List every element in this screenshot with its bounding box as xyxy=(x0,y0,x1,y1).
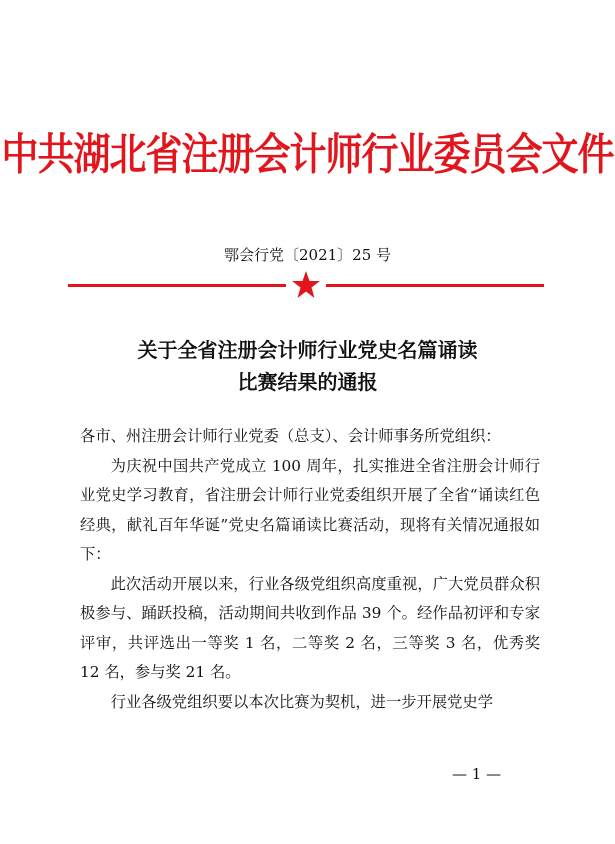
body-paragraph: 此次活动开展以来，行业各级党组织高度重视，广大党员群众积极参与、踊跃投稿，活动期间共收到作品 39 个。经作品初评和专家评审，共评选出一等奖 1 名，二等奖 2 名，三等奖 3 名，优秀奖 12 名，参与奖 21 名。 xyxy=(80,574,540,681)
red-divider-right xyxy=(326,284,544,287)
document-title-line-1: 关于全省注册会计师行业党史名篇诵读 xyxy=(137,338,478,362)
star-icon xyxy=(291,270,321,300)
page-number: — 1 — xyxy=(452,765,502,783)
body-paragraph: 为庆祝中国共产党成立 100 周年，扎实推进全省注册会计师行业党史学习教育，省注册会计师行业党委组织开展了全省“诵读红色经典，献礼百年华诞”党史名篇诵读比赛活动，现将有关情况通报如下： xyxy=(80,456,540,563)
document-header-title: 中共湖北省注册会计师行业委员会文件 xyxy=(1,128,614,180)
document-title xyxy=(0,334,615,398)
document-number: 鄂会行党〔2021〕25 号 xyxy=(223,246,392,264)
document-body xyxy=(80,422,540,717)
salutation: 各市、州注册会计师行业党委（总支）、会计师事务所党组织： xyxy=(80,427,501,445)
red-divider-left xyxy=(68,284,286,287)
body-paragraph: 行业各级党组织要以本次比赛为契机，进一步开展党史学 xyxy=(110,692,494,711)
document-title-line-2: 比赛结果的通报 xyxy=(237,370,378,394)
